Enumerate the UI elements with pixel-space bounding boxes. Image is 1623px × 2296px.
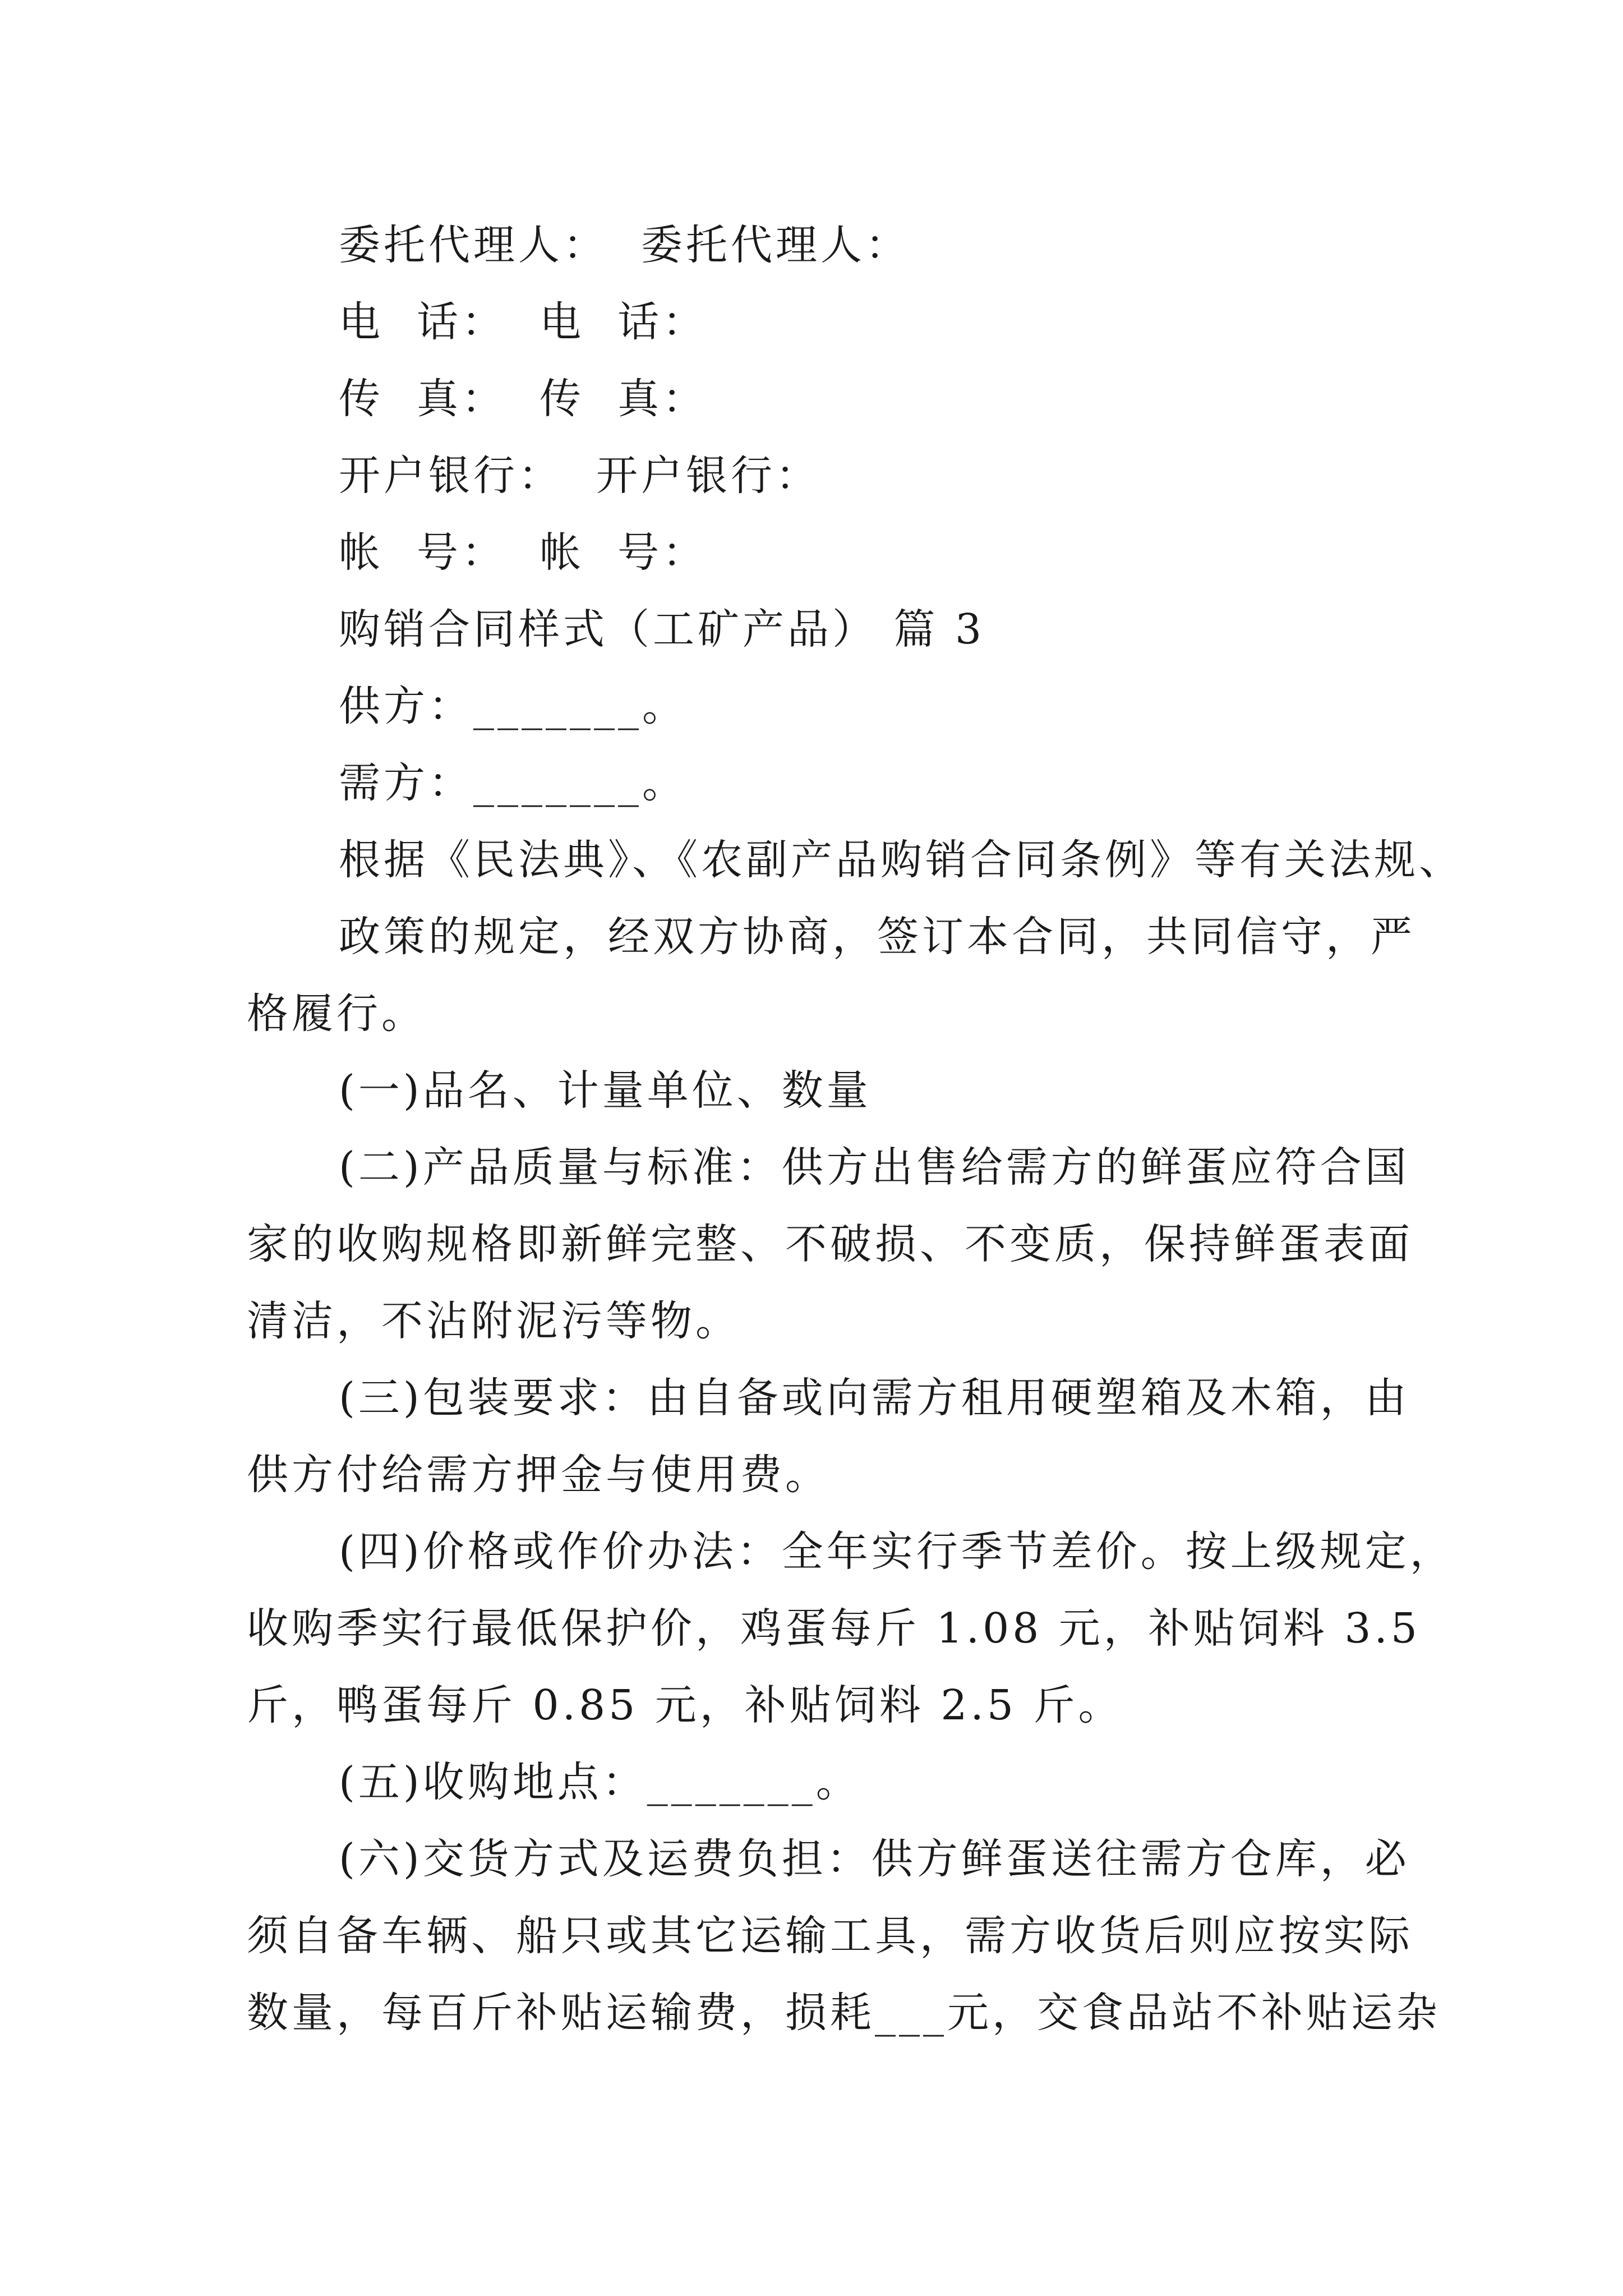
paragraph-line: 政策的规定，经双方协商，签订本合同，共同信守，严	[339, 913, 1415, 961]
clause-line: 家的收购规格即新鲜完整、不破损、不变质，保持鲜蛋表面	[247, 1220, 1413, 1268]
paragraph-line: 根据《民法典》、《农副产品购销合同条例》等有关法规、	[339, 836, 1464, 884]
clause-line: (六)交货方式及运费负担：供方鲜蛋送往需方仓库，必	[339, 1835, 1410, 1883]
clause-line: (一)品名、计量单位、数量	[339, 1066, 872, 1115]
agent-line: 委托代理人： 委托代理人：	[339, 221, 911, 269]
clause-line: (三)包装要求：由自备或向需方租用硬塑箱及木箱，由	[339, 1374, 1410, 1422]
supplier-line: 供方：_______。	[339, 682, 687, 730]
phone-line: 电 话： 电 话：	[339, 298, 708, 346]
clause-line: (五)收购地点：_______。	[339, 1758, 861, 1806]
fax-line: 传 真： 传 真：	[339, 375, 708, 423]
section-title: 购销合同样式（工矿产品） 篇 3	[339, 605, 985, 654]
clause-line: 供方付给需方押金与使用费。	[247, 1451, 830, 1499]
clause-line: 收购季实行最低保护价，鸡蛋每斤 1.08 元，补贴饲料 3.5	[247, 1604, 1421, 1653]
clause-line: (二)产品质量与标准：供方出售给需方的鲜蛋应符合国	[339, 1143, 1410, 1191]
account-line: 帐 号： 帐 号：	[339, 528, 708, 577]
clause-line: 斤，鸭蛋每斤 0.85 元，补贴饲料 2.5 斤。	[247, 1681, 1123, 1729]
clause-line: 须自备车辆、船只或其它运输工具，需方收货后则应按实际	[247, 1912, 1413, 1960]
clause-line: 数量，每百斤补贴运输费，损耗___元，交食品站不补贴运杂	[247, 1989, 1441, 2037]
bank-line: 开户银行： 开户银行：	[339, 452, 821, 500]
clause-line: (四)价格或作价办法：全年实行季节差价。按上级规定，	[339, 1527, 1455, 1576]
buyer-line: 需方：_______。	[339, 759, 687, 807]
paragraph-line: 格履行。	[247, 990, 426, 1038]
clause-line: 清洁，不沾附泥污等物。	[247, 1297, 740, 1345]
